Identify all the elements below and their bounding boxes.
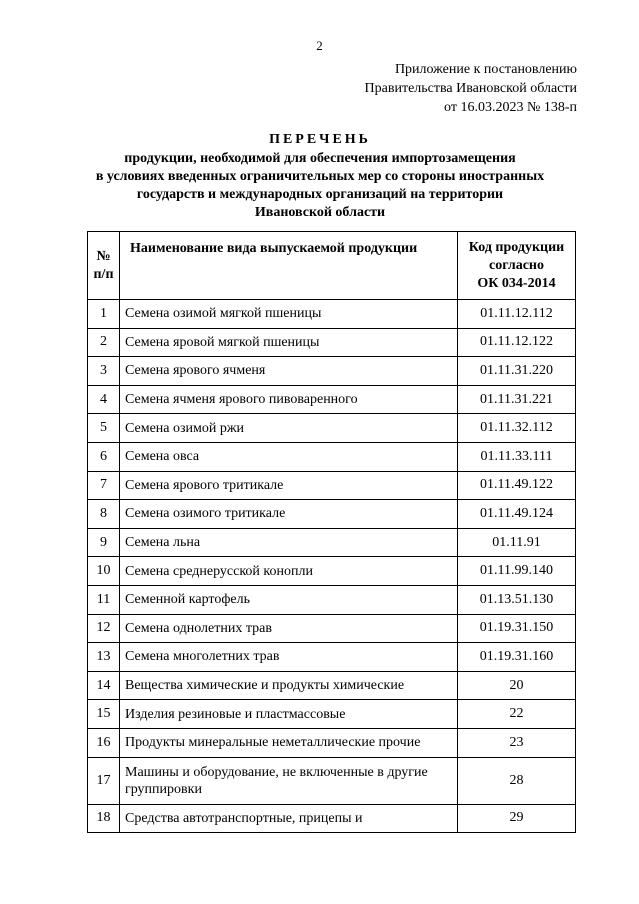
row-code: 01.11.32.112	[458, 414, 576, 443]
header-code-line-1: Код продукции	[468, 239, 565, 255]
appendix-line-3: от 16.03.2023 № 138-п	[444, 100, 577, 115]
row-number: 18	[88, 804, 120, 833]
row-name: Семена озимой ржи	[120, 414, 458, 443]
row-number: 6	[88, 442, 120, 471]
header-code	[458, 232, 576, 300]
row-code: 23	[458, 728, 576, 757]
row-code: 01.19.31.160	[458, 643, 576, 672]
table-row	[88, 528, 576, 557]
table-row	[88, 757, 576, 804]
title-line-2: в условиях введенных ограничительных мер со стороны иностранных	[95, 169, 545, 184]
table-row	[88, 557, 576, 586]
row-number: 12	[88, 614, 120, 643]
appendix-note	[365, 60, 577, 117]
row-code: 28	[458, 757, 576, 804]
table-row	[88, 471, 576, 500]
appendix-line-2: Правительства Ивановской области	[364, 81, 577, 96]
row-code: 01.13.51.130	[458, 585, 576, 614]
row-number: 11	[88, 585, 120, 614]
row-number: 17	[88, 757, 120, 804]
row-name: Семена однолетних трав	[120, 614, 458, 643]
row-name: Семенной картофель	[120, 585, 458, 614]
products-table	[87, 231, 576, 833]
row-number: 16	[88, 728, 120, 757]
row-name: Средства автотранспортные, прицепы и	[120, 804, 458, 833]
row-code: 29	[458, 804, 576, 833]
row-name: Изделия резиновые и пластмассовые	[120, 700, 458, 729]
row-number: 8	[88, 500, 120, 529]
row-number: 3	[88, 357, 120, 386]
row-code: 01.11.91	[458, 528, 576, 557]
row-code: 01.11.49.122	[458, 471, 576, 500]
table-row	[88, 585, 576, 614]
row-name: Машины и оборудование, не включенные в другие группировки	[120, 757, 458, 804]
row-code: 01.11.12.112	[458, 300, 576, 329]
row-name: Семена озимой мягкой пшеницы	[120, 300, 458, 329]
title-line-3: государств и международных организаций на территории	[136, 187, 504, 202]
title-line-4: Ивановской области	[254, 205, 386, 220]
table-row	[88, 614, 576, 643]
header-code-line-3: ОК 034-2014	[477, 275, 556, 291]
row-name: Семена ярового ячменя	[120, 357, 458, 386]
row-code: 22	[458, 700, 576, 729]
row-code: 01.19.31.150	[458, 614, 576, 643]
table-row	[88, 385, 576, 414]
row-name: Семена среднерусской конопли	[120, 557, 458, 586]
header-number-sign: №	[96, 248, 111, 264]
header-number	[88, 232, 120, 300]
row-number: 13	[88, 643, 120, 672]
table-row	[88, 643, 576, 672]
header-number-pp: п/п	[93, 266, 114, 282]
row-code: 01.11.49.124	[458, 500, 576, 529]
row-name: Семена многолетних трав	[120, 643, 458, 672]
table-row	[88, 671, 576, 700]
row-code: 01.11.99.140	[458, 557, 576, 586]
row-number: 4	[88, 385, 120, 414]
table-row	[88, 500, 576, 529]
row-number: 1	[88, 300, 120, 329]
title-heading: ПЕРЕЧЕНЬ	[269, 132, 371, 147]
row-name: Продукты минеральные неметаллические прочие	[120, 728, 458, 757]
appendix-line-1: Приложение к постановлению	[394, 62, 577, 77]
row-number: 2	[88, 328, 120, 357]
document-title	[60, 131, 580, 222]
row-number: 7	[88, 471, 120, 500]
row-name: Семена яровой мягкой пшеницы	[120, 328, 458, 357]
table-row	[88, 700, 576, 729]
row-name: Семена ячменя ярового пивоваренного	[120, 385, 458, 414]
row-name: Вещества химические и продукты химические	[120, 671, 458, 700]
row-name: Семена озимого тритикале	[120, 500, 458, 529]
row-name: Семена овса	[120, 442, 458, 471]
table-row	[88, 300, 576, 329]
row-number: 14	[88, 671, 120, 700]
row-code: 01.11.12.122	[458, 328, 576, 357]
row-number: 9	[88, 528, 120, 557]
row-name: Семена ярового тритикале	[120, 471, 458, 500]
row-name: Семена льна	[120, 528, 458, 557]
table-row	[88, 357, 576, 386]
row-number: 15	[88, 700, 120, 729]
row-number: 10	[88, 557, 120, 586]
row-code: 01.11.31.220	[458, 357, 576, 386]
table-row	[88, 728, 576, 757]
row-number: 5	[88, 414, 120, 443]
row-code: 20	[458, 671, 576, 700]
table-header-row	[88, 232, 576, 300]
table-row	[88, 442, 576, 471]
header-name: Наименование вида выпускаемой продукции	[120, 232, 458, 300]
row-code: 01.11.31.221	[458, 385, 576, 414]
page-number: 2	[316, 38, 323, 53]
table-row	[88, 414, 576, 443]
table-row	[88, 804, 576, 833]
header-code-line-2: согласно	[489, 257, 544, 273]
table-row	[88, 328, 576, 357]
title-line-1: продукции, необходимой для обеспечения импортозамещения	[124, 151, 516, 166]
row-code: 01.11.33.111	[458, 442, 576, 471]
